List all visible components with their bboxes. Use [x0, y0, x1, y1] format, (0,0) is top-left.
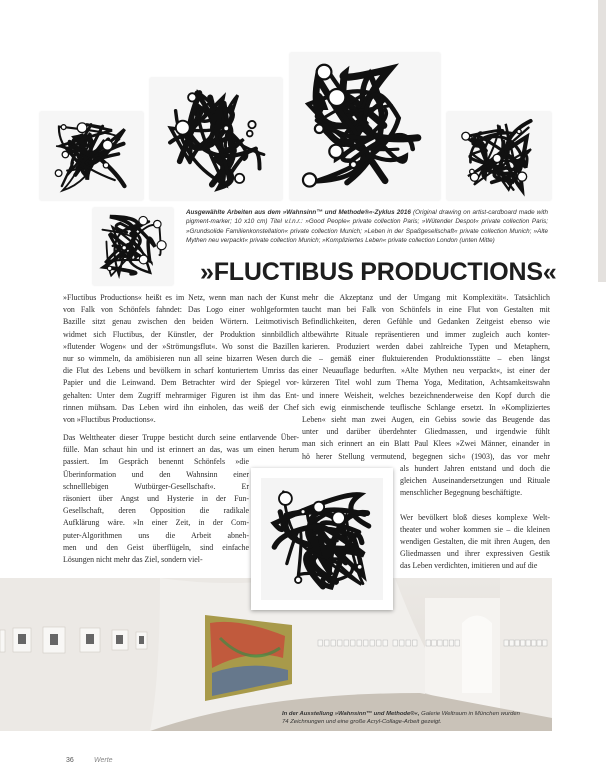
text-line: »flutender Wogen« und der »Strömungsflut«. Wo sonst die Bazillen — [63, 341, 299, 351]
text-line: passiert. Im Gespräch benennt Schönfels »die — [63, 457, 249, 467]
text-line: taucht man bei Falk von Schönfels in eine Flut von Gestalten mit — [302, 305, 550, 315]
text-line: mehr die Akzeptanz und der Umgang mit Komplexität«. Tatsächlich — [302, 293, 550, 302]
text-line: Bazille sitzt genau zwischen den beiden Wörtern. Leitmotivisch — [63, 317, 299, 327]
section-tab-marker — [598, 0, 606, 282]
text-line: wendigen Gestalten, die mit ihren Augen, den — [400, 537, 550, 546]
caption-heading: Ausgewählte Arbeiten aus dem »Wahnsinn™ und Methode®«-Zyklus 2016 — [186, 209, 411, 216]
gallery-frame — [515, 640, 520, 646]
text-line: gehalten: Unter dem Zugriff mehrarmiger Figuren ist ihm das Ent- — [63, 390, 299, 400]
text-line: nur so wimmeln, da amöbisieren nun all seine bizarren Wesen durch — [63, 354, 299, 363]
text-line: von »Fluctibus Productions«. — [63, 415, 156, 424]
gallery-frame — [393, 640, 398, 646]
text-line: sich ewig einmischende teuflische Schlange ersetzt. In »Kompliziertes — [302, 402, 550, 412]
gallery-frame — [357, 640, 362, 646]
text-line: widmet sich Fluctibus, der Künstler, der Produktion sinnbildlich — [63, 329, 299, 339]
text-line: puter-Algorithmen uns die Arbeit abneh- — [63, 530, 249, 540]
gallery-frame — [318, 640, 323, 646]
gallery-frame — [504, 640, 509, 646]
gallery-frame — [537, 640, 542, 646]
gallery-caption — [282, 710, 522, 727]
gallery-frame — [455, 640, 460, 646]
text-line: Überinformation und den Wahnsinn einer — [63, 469, 249, 479]
text-line: als hundert Jahren entstand und doch die — [400, 463, 550, 473]
text-line: man sich erinnert an ein Blatt Paul Klees »Zwei Männer, einander in — [302, 439, 550, 449]
text-line: Wer bevölkert bloß dieses komplexe Welt- — [400, 512, 550, 522]
text-line: fülle. Man schaut hin und ist erinnert an das, was um einen herum — [63, 445, 299, 455]
gallery-frame — [510, 640, 515, 646]
section-name: Werte — [94, 757, 113, 764]
text-line: schnelllebigen Wutbürger-Gesellschaft«. Er — [63, 481, 249, 491]
text-line: Leben« sieht man zwei Augen, ein Gebiss sowie das Beugende das — [302, 415, 550, 424]
artwork-familienkonstellation — [290, 53, 440, 200]
gallery-frame — [364, 640, 369, 646]
article-title: »FLUCTIBUS PRODUCTIONS« — [200, 258, 557, 286]
text-line: men und den Geist überflügeln, sind einfache — [63, 542, 249, 552]
gallery-frame — [338, 640, 343, 646]
text-line: theater und woher kommen sie – die kleinen — [400, 524, 550, 534]
text-line: menschlicher Begegnung beschäftigte. — [400, 488, 523, 498]
gallery-frame — [383, 640, 388, 646]
text-line: Befindlichkeiten, deren Gefühle und Gedanken Zeitgeist ebenso wie — [302, 317, 550, 327]
text-line: unter und darüber überdehnter Gliedmassen, und irgendwie fühlt — [302, 427, 550, 437]
featured-artwork-kompliziertes-leben — [251, 468, 393, 610]
text-line: karieren. Produziert werden dabei zahlreiche Typen und Metaphern, — [302, 341, 550, 351]
artwork-spassgesellschaft — [447, 112, 551, 200]
gallery-frame — [438, 640, 443, 646]
artwork-wuetender-despot — [150, 78, 282, 200]
gallery-frame — [426, 640, 431, 646]
text-line: hö herer Stellung vermutend, begegnen sich« (1903), das vor mehr — [302, 451, 550, 461]
gallery-caption-text: Galerie Weltraum in München wurden 74 Zeichnungen und eine große Acryl-Collage-Arbeit gezeigt. — [282, 711, 520, 726]
text-line: Gesellschaft, deren Opposition die radikale — [63, 506, 249, 516]
text-line: rinnen mühsam. Das Leben wird ihn einholen, das weiß der Chef — [63, 402, 299, 412]
gallery-frame — [325, 640, 330, 646]
gallery-frame — [331, 640, 336, 646]
text-line: Das Welttheater dieser Truppe besticht durch seine entlarvende Über- — [63, 433, 299, 442]
gallery-frame — [543, 640, 548, 646]
text-line: räsoniert über Angst und Hysterie in der Fun- — [63, 494, 249, 503]
artwork-alte-mythen — [93, 208, 173, 285]
gallery-frame — [532, 640, 537, 646]
gallery-frame — [351, 640, 356, 646]
gallery-frame — [432, 640, 437, 646]
gallery-frame — [370, 640, 375, 646]
page-number: 36 — [66, 757, 74, 764]
gallery-frame — [400, 640, 405, 646]
text-line: »Fluctibus Productions« heißt es im Netz, wenn man nach der Kunst — [63, 293, 299, 302]
text-line: gleichen Auseinandersetzungen und Rituale — [400, 476, 550, 485]
text-line: die Flut des Lebens und bevölkern in scharf konturiertem Umriss das — [63, 366, 299, 376]
gallery-frame — [521, 640, 526, 646]
gallery-frame — [377, 640, 382, 646]
gallery-frame — [406, 640, 411, 646]
text-line: kürzeren Titel wohl zum Thema Yoga, Meditation, Achtsamkeitswahn — [302, 378, 550, 388]
text-line: einer Neuauflage bedurften. »Alte Mythen neu verpackt«, ist einer der — [302, 366, 550, 376]
artwork-good-people — [40, 112, 143, 200]
gallery-frame — [413, 640, 418, 646]
text-line: Lösungen nicht mehr das Ziel, sondern viel- — [63, 555, 203, 564]
text-line: von Falk von Schönfels fahndet: Das Logo einer wohlgeformten — [63, 305, 299, 315]
artworks-caption — [186, 208, 548, 246]
text-line: und innere Weisheit, welches bezeichnenderweise den Kopf durch die — [302, 390, 550, 400]
gallery-caption-heading: In der Ausstellung »Wahnsinn™ und Methode®«, — [282, 711, 420, 717]
gallery-frame — [449, 640, 454, 646]
gallery-frame — [344, 640, 349, 646]
gallery-frame — [443, 640, 448, 646]
caption-text: (Original drawing on artist-cardboard made with pigment-marker; 10 x10 cm) Titel v.l.n.r.: »Good People« private collection Paris; »Wütender Despot« private collection Paris; »Grundsolide Familienkonstellation« private collection Munich; »Leben in der Spaßgesellschaft« private collection Munich; »Alte Mythen neu verpackt« private collection Munich; »Kompliziertes Leben« private collection London (unten Mitte) — [186, 209, 548, 245]
text-line: Aufklärung wäre. »In einer Zeit, in der Com- — [63, 518, 249, 528]
text-line: Papier und die Leinwand. Dem Betrachter wird der Spiegel vor- — [63, 378, 299, 388]
text-line: Gliedmassen und ihrer expressiven Gestik — [400, 549, 550, 559]
text-line: die – gemäß einer fluktuierenden Produktionsstätte – eben längst — [302, 354, 550, 363]
text-line: das Leben verdichten, imitieren und auf die — [400, 561, 538, 571]
gallery-frame — [526, 640, 531, 646]
text-line: altbewährte Rituale repräsentieren und immer zugleich auch konter- — [302, 329, 550, 339]
